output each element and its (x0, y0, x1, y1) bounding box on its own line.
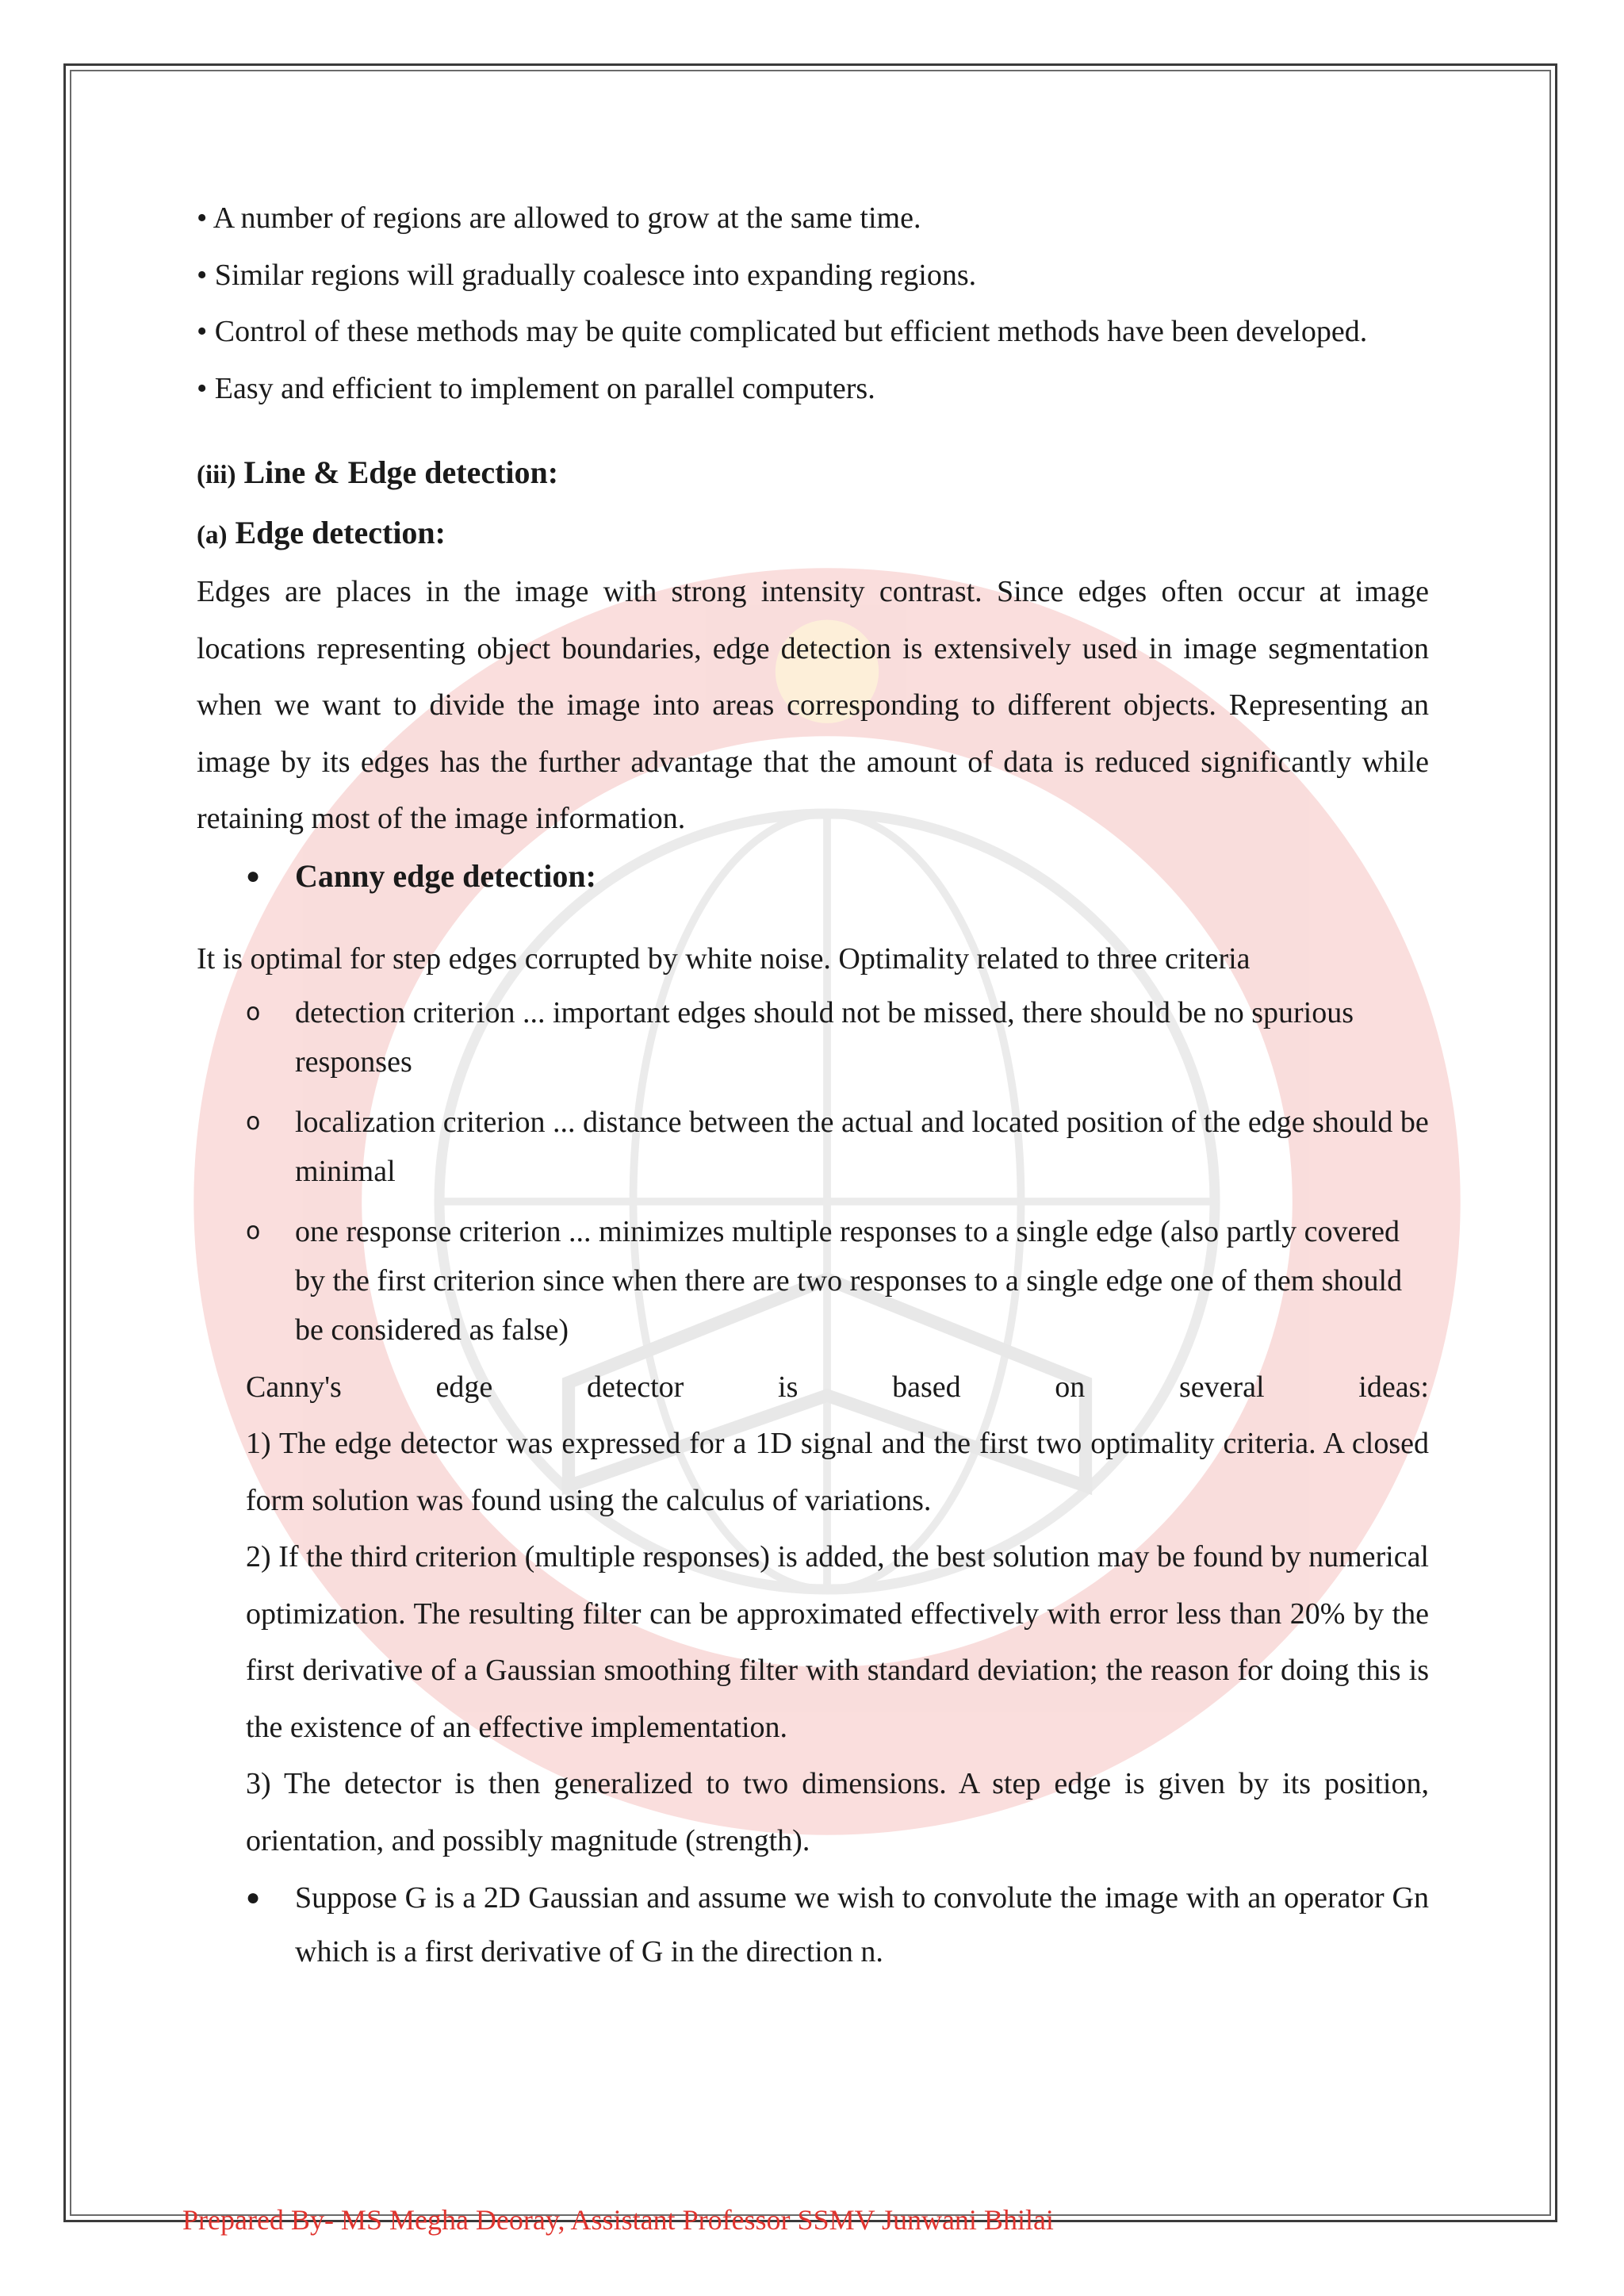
ideas-word: edge (435, 1370, 493, 1404)
criteria-list (197, 988, 1429, 1355)
bullet-1: • A number of regions are allowed to grow at the same time. (197, 201, 921, 235)
footer-credit: Prepared By- MS Megha Deoray, Assistant Professor SSMV Junwani Bhilai (182, 2204, 1054, 2236)
ideas-word: ideas: (1358, 1370, 1429, 1404)
section-title: Line & Edge detection: (243, 454, 559, 490)
final-bullet (246, 1871, 1429, 1979)
ideas-word: detector (586, 1370, 684, 1404)
ideas-word: based (892, 1370, 961, 1404)
canny-heading (246, 848, 1429, 905)
canny-heading-text: Canny edge detection: (295, 857, 596, 894)
criteria-item (246, 988, 1429, 1087)
criteria-text: detection criterion ... important edges should not be missed, there should be no spurious responses (295, 995, 1354, 1079)
bullet-dot-icon: ● (246, 862, 261, 889)
circle-bullet-icon: o (246, 1107, 261, 1136)
ideas-word: is (778, 1370, 799, 1404)
subsection-number: (a) (197, 520, 228, 550)
criteria-item (246, 1207, 1429, 1355)
subsection-heading (197, 504, 1429, 565)
ideas-word: several (1178, 1370, 1265, 1404)
final-bullet-text: Suppose G is a 2D Gaussian and assume we wish to convolute the image with an operator Gn which is a first derivative of G in the direction n. (295, 1881, 1429, 1968)
circle-bullet-icon: o (246, 1217, 261, 1245)
idea-3: 3) The detector is then generalized to two dimensions. A step edge is given by its position, orientation, and possibly magnitude (strength). (246, 1767, 1429, 1857)
bullet-3: • Control of these methods may be quite complicated but efficient methods have been developed. (197, 315, 1368, 348)
bullet-4: • Easy and efficient to implement on parallel computers. (197, 371, 875, 405)
ideas-intro-line (246, 1359, 1429, 1416)
ideas-word: on (1055, 1370, 1086, 1404)
optimal-text: It is optimal for step edges corrupted by white noise. Optimality related to three criteria (197, 942, 1251, 976)
criteria-item (246, 1098, 1429, 1196)
subsection-title: Edge detection: (235, 514, 446, 550)
criteria-text: one response criterion ... minimizes multiple responses to a single edge (also partly covered by the first criterion since when there are two responses to a single edge one of them should be considered as false) (295, 1214, 1403, 1347)
ideas-word: Canny's (246, 1370, 342, 1404)
bullet-2: • Similar regions will gradually coalesce into expanding regions. (197, 258, 977, 292)
idea-2: 2) If the third criterion (multiple responses) is added, the best solution may be found by numerical optimization. The resulting filter can be approximated effectively with error less than 20% by the first derivative of a Gaussian smoothing filter with standard deviation; the reason for doing this is the existence of an effective implementation. (246, 1540, 1429, 1744)
criteria-text: localization criterion ... distance between the actual and located position of the edge should be minimal (295, 1105, 1429, 1188)
section-number: (iii) (197, 461, 236, 489)
intro-paragraph: Edges are places in the image with strong intensity contrast. Since edges often occur at image locations representing object boundaries, edge detection is extensively used in image segmentation when we want to divide the image into areas corresponding to different objects. Representing an image by its edges has the further advantage that the amount of data is reduced significantly while retaining most of the image information. (197, 575, 1429, 835)
idea-1: 1) The edge detector was expressed for a 1D signal and the first two optimality criteria. A closed form solution was found using the calculus of variations. (246, 1427, 1429, 1517)
document-body (197, 190, 1429, 1979)
section-heading (197, 444, 1429, 504)
circle-bullet-icon: o (246, 998, 261, 1026)
bullet-dot-icon: ● (246, 1884, 261, 1911)
